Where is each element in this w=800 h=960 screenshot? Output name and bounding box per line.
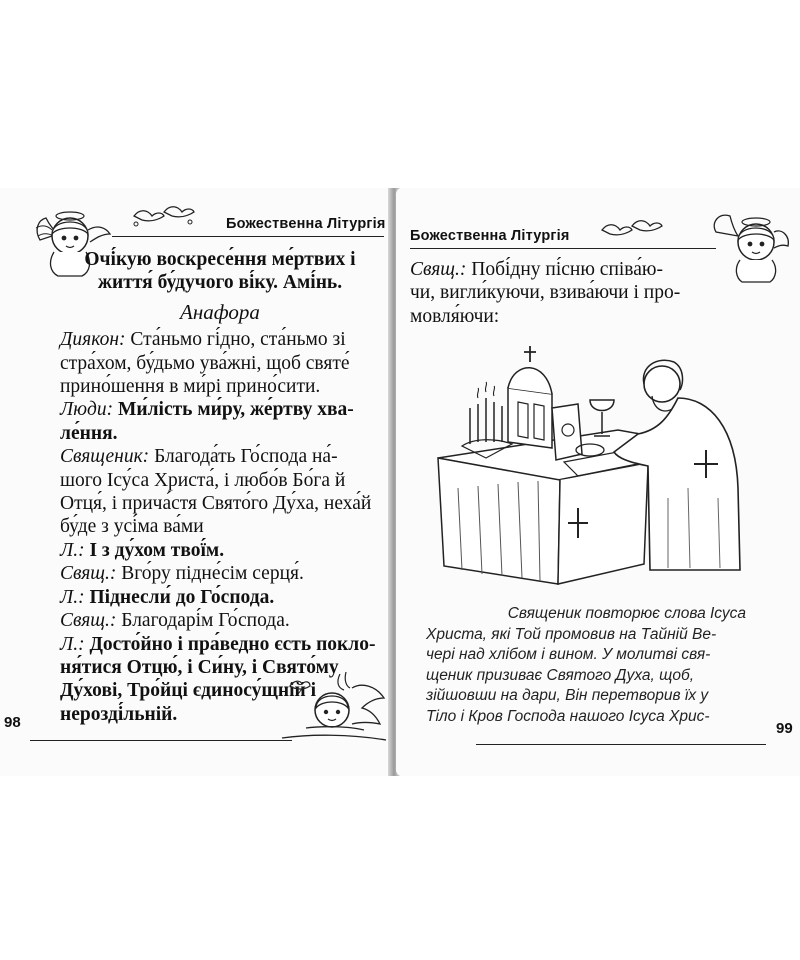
line-text: Побі́дну пі́сню співа́ю- [466, 259, 663, 280]
dialogue-line [60, 539, 380, 562]
line-text: Досто́йно і пра́ведно єсть покло- [84, 633, 376, 655]
caption-line: чері над хлібом і вином. У молитві свя- [426, 646, 711, 663]
creed-line: Очі́кую воскресе́ння ме́ртвих і [84, 249, 356, 270]
open-book [0, 188, 800, 776]
creed-line: життя́ бу́дучого ві́ку. Амі́нь. [97, 272, 343, 294]
angel-icon [280, 668, 388, 748]
line-text: Благодарі́м Го́спода. [116, 610, 290, 632]
footer-rule [30, 740, 292, 741]
running-title: Божественна Літургія [226, 216, 386, 232]
dialogue-line [60, 633, 380, 656]
angel-icon [706, 202, 792, 284]
header-rule [410, 248, 716, 249]
caption-line: Христа, які Той промовив на Тайній Ве- [426, 625, 717, 643]
dialogue-line [60, 398, 380, 421]
line-text: Благода́ть Го́спода на́- [149, 446, 338, 468]
caption-line: Священик повторює слова Ісуса [507, 605, 746, 622]
dialogue-line: прино́шення в ми́рі прино́сити. [60, 376, 321, 398]
caption-line: зійшовши на дари, Він перетворив їх у [426, 687, 709, 704]
speaker-label: Свящ.: [60, 563, 117, 585]
dialogue-line: бу́де з усі́ма ва́ми [60, 516, 204, 538]
speaker-label: Диякон: [60, 329, 126, 351]
dialogue-line [60, 328, 380, 351]
speaker-label: Л.: [60, 586, 85, 608]
right-page-text [410, 258, 710, 328]
header-rule [112, 236, 384, 237]
dove-icon [128, 198, 198, 228]
line-text: Ми́лість ми́ру, же́ртву хва- [113, 399, 354, 421]
speaker-label: Священик: [60, 446, 150, 468]
priest-at-altar-illustration [418, 338, 748, 588]
line-text: І з ду́хом твої́м. [84, 539, 225, 561]
dialogue-line: Ду́хові, Тро́йці єдиносу́щній і [60, 680, 317, 702]
line-text: Піднесли́ до Го́спода. [84, 586, 275, 608]
dove-icon [596, 212, 666, 242]
speaker-label: Люди: [60, 399, 114, 421]
dialogue-line: мовля́ючи: [410, 305, 500, 327]
section-heading: Анафора [180, 299, 260, 324]
line-text: Вго́ру підне́сім серця́. [116, 563, 304, 585]
dialogue-line [60, 609, 380, 632]
left-page [0, 188, 392, 776]
illustration-caption [426, 604, 746, 727]
dialogue-line: нерозді́льній. [60, 703, 178, 725]
speaker-label: Л.: [60, 633, 85, 655]
speaker-label: Свящ.: [60, 610, 117, 632]
dialogue-line: ле́ння. [60, 422, 118, 444]
left-page-text [60, 248, 380, 726]
speaker-label: Свящ.: [410, 259, 467, 280]
dialogue-line: стра́хом, бу́дьмо ува́жні, щоб святе́ [60, 352, 350, 374]
running-title: Божественна Літургія [410, 228, 570, 244]
line-text: Ста́ньмо гі́дно, ста́ньмо зі [125, 329, 346, 351]
dialogue-line [60, 586, 380, 609]
dialogue-line [60, 445, 380, 468]
right-page [396, 188, 800, 776]
page-number: 98 [4, 714, 21, 731]
dialogue-line [410, 258, 710, 281]
speaker-label: Л.: [60, 539, 85, 561]
footer-rule [476, 744, 766, 745]
caption-line: щеник призиває Святого Духа, щоб, [426, 666, 695, 684]
caption-line: Тіло і Кров Господа нашого Ісуса Хрис- [426, 707, 710, 725]
dialogue-line: ня́тися Отцю́, і Си́ну, і Свято́му [60, 656, 339, 678]
page-number: 99 [776, 720, 793, 737]
dialogue-line: Отця́, і прича́стя Свято́го Ду́ха, неха́й [60, 493, 372, 515]
dialogue-line: чи, вигли́куючи, взива́ючи і про- [410, 282, 681, 304]
dialogue-line: шого Ісу́са Христа́, і любо́в Бо́га й [60, 469, 346, 491]
dialogue-line [60, 562, 380, 585]
